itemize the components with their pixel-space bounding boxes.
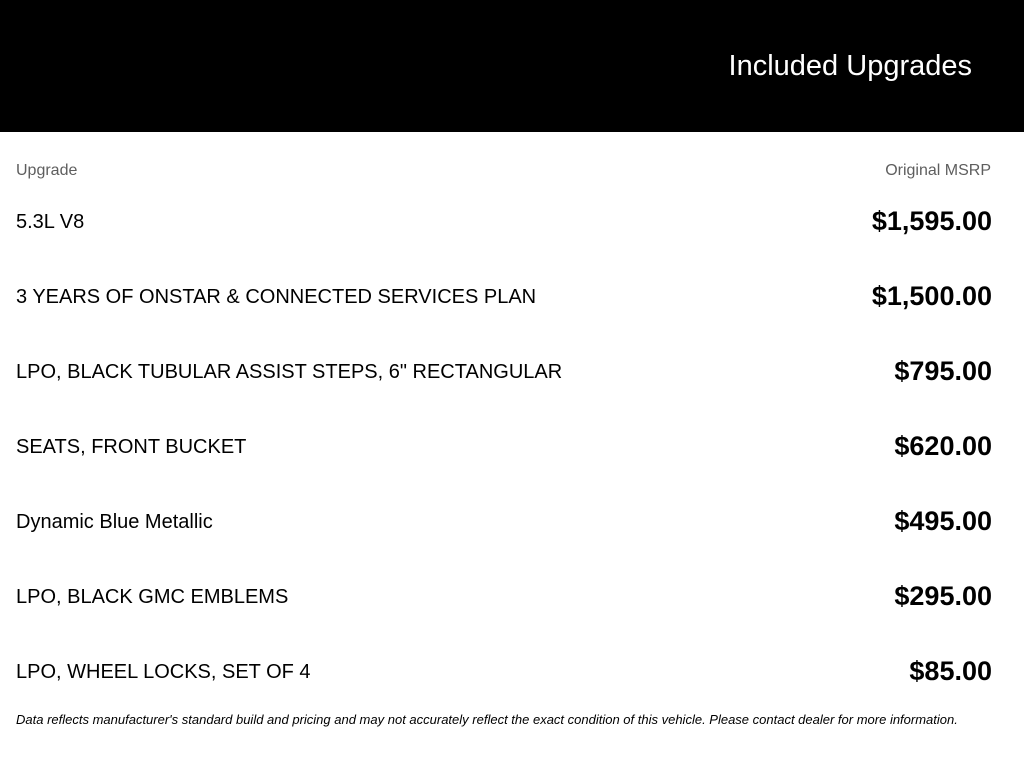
column-header-upgrade: Upgrade — [16, 162, 78, 179]
table-row — [16, 422, 992, 497]
page-title: Included Upgrades — [728, 50, 972, 82]
upgrade-name: LPO, BLACK GMC EMBLEMS — [16, 586, 289, 608]
upgrade-name: LPO, WHEEL LOCKS, SET OF 4 — [16, 661, 311, 683]
upgrade-price: $495.00 — [894, 506, 992, 536]
upgrade-name: Dynamic Blue Metallic — [16, 511, 213, 533]
upgrade-price: $795.00 — [894, 356, 992, 386]
upgrade-rows — [16, 197, 992, 722]
column-header-msrp: Original MSRP — [885, 162, 991, 179]
table-row — [16, 347, 992, 422]
upgrade-price: $295.00 — [894, 581, 992, 611]
table-row — [16, 497, 992, 572]
upgrade-name: 5.3L V8 — [16, 211, 85, 233]
table-row — [16, 272, 992, 347]
upgrade-price: $620.00 — [894, 431, 992, 461]
upgrade-price: $1,595.00 — [871, 206, 992, 236]
upgrade-price: $85.00 — [909, 656, 992, 686]
column-headers — [16, 161, 991, 181]
disclaimer-text: Data reflects manufacturer's standard build and pricing and may not accurately reflect the exact condition of this vehicle. Please contact dealer for more information. — [16, 712, 958, 727]
table-row — [16, 572, 992, 647]
upgrade-name: SEATS, FRONT BUCKET — [16, 436, 247, 458]
table-row — [16, 197, 992, 272]
upgrade-price: $1,500.00 — [871, 281, 992, 311]
upgrade-name: LPO, BLACK TUBULAR ASSIST STEPS, 6" RECTANGULAR — [16, 361, 563, 383]
upgrade-name: 3 YEARS OF ONSTAR & CONNECTED SERVICES PLAN — [16, 286, 537, 308]
header-banner — [0, 0, 1024, 132]
table-row — [16, 647, 992, 722]
